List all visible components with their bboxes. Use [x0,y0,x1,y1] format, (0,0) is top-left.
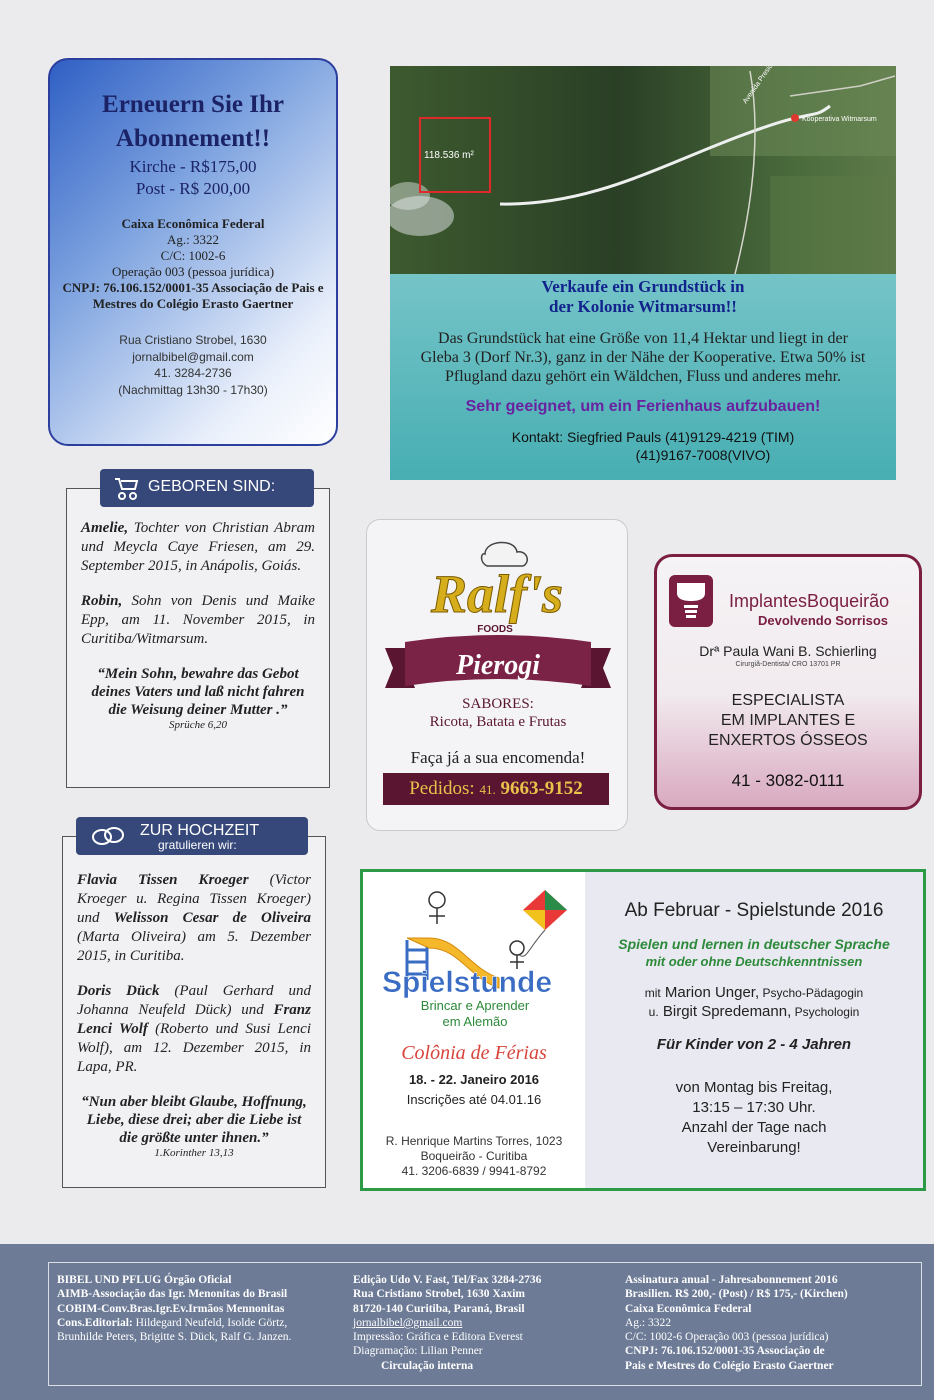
land-title-line2: der Kolonie Witmarsum!! [549,297,737,316]
colonia-ferias-title: Colônia de Férias [401,1042,547,1064]
bank-cnpj: CNPJ: 76.106.152/0001-35 Associação de Pais e Mestres do Colégio Erasto Gaertner [62,280,324,311]
bank-account: C/C: 1002-6 [160,248,226,263]
land-title-line1: Verkaufe ein Grundstück in [541,277,745,296]
ralfs-cta: Faça já a sua encomenda! [410,748,586,767]
pierogi-banner [385,634,611,702]
spielstunde-logo-sub1: Brincar e Aprender [420,998,530,1013]
wedding-quote-ref: 1.Korinther 13,13 [154,1147,234,1159]
spielstunde-sub2: mit oder ohne Deutschkenntnissen [645,954,863,969]
weddings-header-label: ZUR HOCHZEIT [140,822,260,839]
births-header [100,469,314,507]
slide-kite-illustration [377,880,577,1030]
birth-entry-1: Amelie, Tochter von Christian Abram und Meycla Caye Friesen, am 29. September 2015, in Anápolis, Goiás. [81,520,315,574]
bank-operation: Operação 003 (pessoa jurídica) [111,264,275,279]
spielstunde-sub1: Spielen und lernen in deutscher Sprache [618,936,890,952]
spielstunde-person-1: mit Marion Unger, Psycho-Pädagogin [644,984,864,1001]
land-slogan: Sehr geeignet, um ein Ferienhaus aufzubauen! [465,398,821,415]
implants-brand: ImplantesBoqueirão [729,591,890,611]
ralfs-foods-ad [366,519,628,831]
dental-implants-ad [654,554,922,810]
implants-slogan: Devolvendo Sorrisos [757,613,889,628]
spielstunde-age: Für Kinder von 2 - 4 Jahren [656,1036,852,1053]
birth-entry-2: Robin, Sohn von Denis und Maike Epp, am 11. November 2015, in Curitiba/Witmarsum. [81,593,315,647]
satellite-map [390,66,896,274]
land-sale-ad [390,66,896,480]
wedding-quote: “Nun aber bleibt Glaube, Hoffnung, Liebe, diese drei; aber die Liebe ist die größte unter ihnen.” [81,1094,307,1146]
ralfs-logo [407,534,587,644]
subscription-title-line1: Erneuern Sie Ihr [102,91,284,118]
price-post: Post - R$ 200,00 [135,179,251,198]
births-header-label: GEBOREN SIND: [148,478,276,495]
land-contact-line1: Kontakt: Siegfried Pauls (41)9129-4219 (TIM) [511,429,795,445]
subscription-title-line2: Abonnement!! [115,125,271,152]
ralfs-foods-label: FOODS [477,624,513,635]
address-phone: 41. 3284-2736 [154,366,232,380]
pierogi-banner-text: Pierogi [456,650,540,681]
implants-cro: Cirurgiã-Dentista/ CRO 13701 PR [735,661,841,668]
bank-name: Caixa Econômica Federal [121,216,265,231]
spielstunde-logo: Spielstunde [381,966,553,999]
colonia-inscricoes: Inscrições até 04.01.16 [406,1092,542,1107]
birth-quote-ref: Sprüche 6,20 [168,719,228,731]
ralfs-sabores: SABORES: [462,696,534,712]
map-pin-icon [791,114,799,122]
spielstunde-times: von Montag bis Freitag, 13:15 – 17:30 Uhr. Anzahl der Tage nach Vereinbarung! [675,1079,833,1156]
ralfs-flavors: Ricota, Batata e Frutas [429,714,567,730]
address-email[interactable]: jornalbibel@gmail.com [132,349,254,364]
footer-col-subscription: Assinatura anual - Jahresabonnement 2016 Brasilien. R$ 200,- (Post) / R$ 175,- (Kirchen) Caixa Econômica Federal Ag.: 3322 C/C: 1002-6 Operação 003 (pessoa jurídica) CNPJ: 76.106.152/0001-35 Associação de Pais e Mestres do Colégio Erasto Gaertner [625,1274,848,1372]
subscription-box [48,58,338,446]
imprint-footer [0,1244,934,1400]
births-box [66,488,330,788]
map-area-label: 118.536 m² [424,150,474,161]
weddings-header-sub: gratulieren wir: [158,838,237,852]
colonia-address: R. Henrique Martins Torres, 1023 Boqueirão - Curitiba 41. 3206-6839 / 9941-8792 [385,1134,563,1178]
land-contact-line2: (41)9167-7008(VIVO) [635,447,771,463]
land-description: Das Grundstück hat eine Größe von 11,4 Hektar und liegt in der Gleba 3 (Dorf Nr.3), ganz in der Nähe der Kooperative. Etwa 50% ist Pflugland dazu gehört ein Wäldchen, Fluss und anderes mehr. [420,330,866,385]
footer-col-publisher: BIBEL UND PFLUG Órgão Oficial AIMB-Associação das Igr. Menonitas do Brasil COBIM-Conv.Bras.Igr.Ev.Irmãos Mennonitas Cons.Editorial: Hildegard Neufeld, Isolde Görtz, Brunhilde Peters, Brigitte S. Dück, Ralf G. Janzen. [57,1274,292,1344]
spielstunde-logo-sub2: em Alemão [442,1014,508,1029]
footer-email[interactable]: jornalbibel@gmail.com [353,1316,463,1329]
bank-agency: Ag.: 3322 [167,232,219,247]
ralfs-logo-text: Ralf's [430,564,564,624]
implants-specialty: ESPECIALISTA EM IMPLANTES E ENXERTOS ÓSSEOS [708,692,868,749]
birth-quote: “Mein Sohn, bewahre das Gebot deines Vaters und laß nicht fahren die Weisung deiner Mutter .” [91,666,305,718]
footer-col-edition: Edição Udo V. Fast, Tel/Fax 3284-2736 Rua Cristiano Strobel, 1630 Xaxim 81720-140 Curitiba, Paraná, Brasil jornalbibel@gmail.com Impressão: Gráfica e Editora Everest Diagramação: Lilian Penner Circulação interna [353,1273,603,1373]
spielstunde-left-panel [363,872,585,1188]
weddings-header [76,817,308,855]
implants-doctor: Drª Paula Wani B. Schierling [699,643,877,659]
wedding-entry-1: Flavia Tissen Kroeger (Victor Kroeger u. Regina Tissen Kroeger) und Welisson Cesar de Oliveira (Marta Oliveira) am 5. Dezember 2015, in Curitiba. [77,872,312,964]
colonia-dates: 18. - 22. Janeiro 2016 [408,1072,540,1087]
baby-carriage-icon [112,475,140,501]
price-church: Kirche - R$175,00 [129,157,257,176]
weddings-box [62,836,326,1188]
map-place-label: Kooperativa Witmarsum [802,116,877,123]
ralfs-order-bar: Pedidos: 41. 9663-9152 [383,773,609,805]
address-hours: (Nachmittag 13h30 - 17h30) [118,382,268,397]
wedding-entry-2: Doris Dück (Paul Gerhard und Johanna Neufeld Dück) und Franz Lenci Wolf (Roberto und Susi Lenci Wolf), am 12. Dezember 2015, in Lapa, PR. [77,983,311,1075]
wedding-rings-icon [88,823,128,847]
spielstunde-person-2: u. Birgit Spredemann, Psychologin [648,1003,860,1020]
spielstunde-title: Ab Februar - Spielstunde 2016 [624,900,884,921]
implants-phone: 41 - 3082-0111 [731,771,845,790]
tooth-implant-icon [669,575,713,627]
spielstunde-right-panel [585,872,923,1188]
address-street: Rua Cristiano Strobel, 1630 [119,333,267,347]
spielstunde-ad [360,869,926,1191]
